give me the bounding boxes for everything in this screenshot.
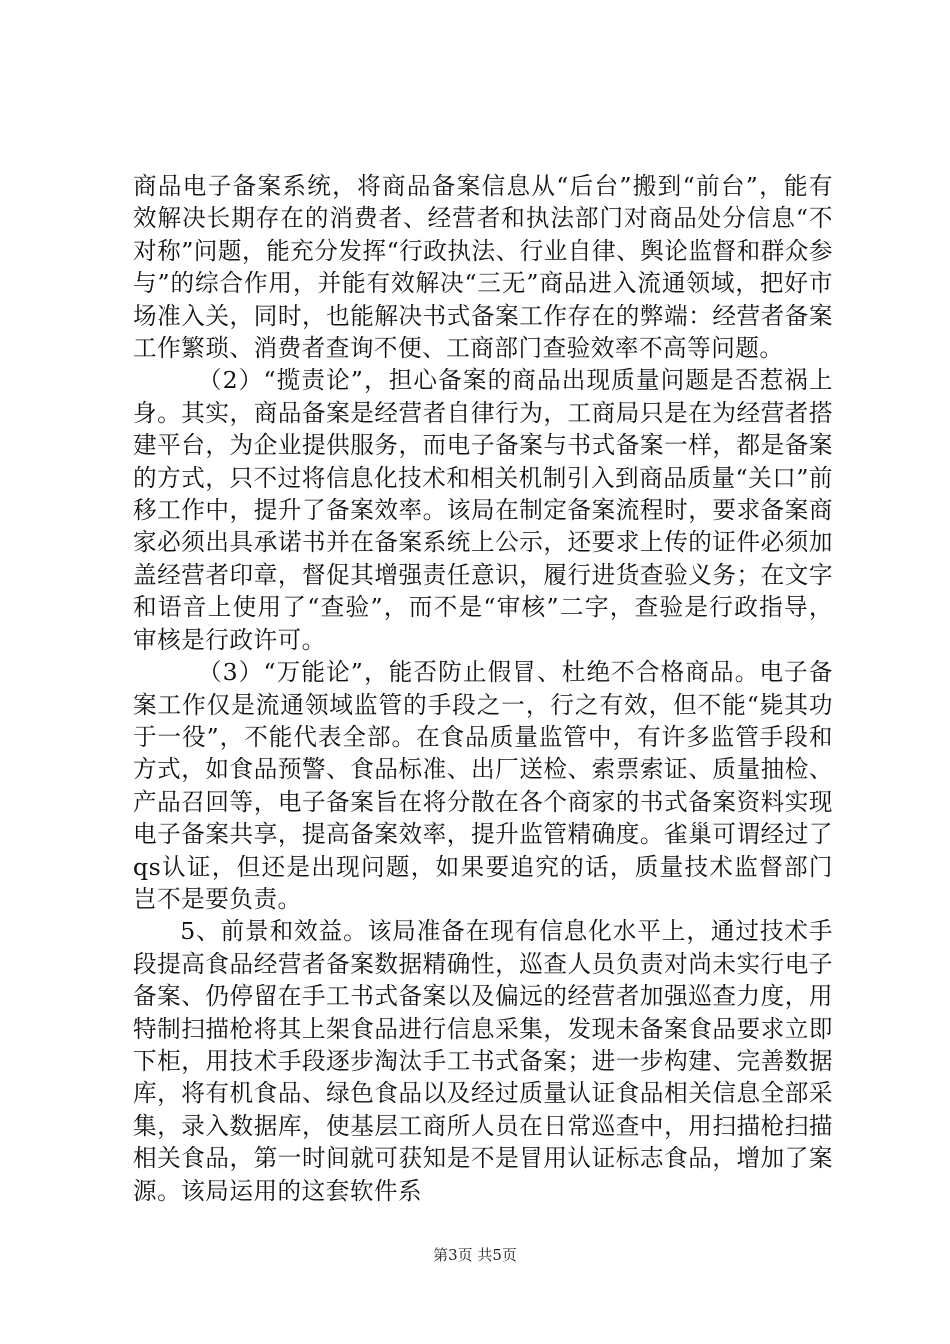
page-number: 第3页 共5页 — [433, 1246, 517, 1264]
paragraph-prospects-benefits: 5、前景和效益。该局准备在现有信息化水平上，通过技术手段提高食品经营者备案数据精确性，巡查人员负责对尚未实行电子备案、仍停留在手工书式备案以及偏远的经营者加强巡查力度，用特制扫描枪将其上架食品进行信息采集，发现未备案食品要求立即下柜，用技术手段逐步淘汰手工书式备案；进一步构建、完善数据库，将有机食品、绿色食品以及经过质量认证食品相关信息全部采集，录入数据库，使基层工商所人员在日常巡查中，用扫描枪扫描相关食品，第一时间就可获知是不是冒用认证标志食品，增加了案源。该局运用的这套软件系 — [133, 917, 833, 1205]
paragraph-system-benefits: 商品电子备案系统，将商品备案信息从“后台”搬到“前台”，能有效解决长期存在的消费者、经营者和执法部门对商品处分信息“不对称”问题，能充分发挥“行政执法、行业自律、舆论监督和群众参与”的综合作用，并能有效解决“三无”商品进入流通领域，把好市场准入关，同时，也能解决书式备案工作存在的弊端：经营者备案工作繁琐、消费者查询不便、工商部门查验效率不高等问题。 — [133, 172, 833, 363]
paragraph-universal-concern: （3）“万能论”，能否防止假冒、杜绝不合格商品。电子备案工作仅是流通领域监管的手段之一，行之有效，但不能“毙其功于一役”，不能代表全部。在食品质量监管中，有许多监管手段和方式，如食品预警、食品标准、出厂送检、索票索证、质量抽检、产品召回等，电子备案旨在将分散在各个商家的书式备案资料实现电子备案共享，提高备案效率，提升监管精确度。雀巢可谓经过了qs认证，但还是出现问题，如果要追究的话，质量技术监督部门岂不是要负责。 — [133, 658, 833, 913]
page-footer — [0, 1245, 950, 1265]
paragraph-responsibility-concern: （2）“揽责论”，担心备案的商品出现质量问题是否惹祸上身。其实，商品备案是经营者自律行为，工商局只是在为经营者搭建平台，为企业提供服务，而电子备案与书式备案一样，都是备案的方式，只不过将信息化技术和相关机制引入到商品质量“关口”前移工作中，提升了备案效率。该局在制定备案流程时，要求备案商家必须出具承诺书并在备案系统上公示，还要求上传的证件必须加盖经营者印章，督促其增强责任意识，履行进货查验义务；在文字和语音上使用了“查验”，而不是“审核”二字，查验是行政指导，审核是行政许可。 — [133, 366, 833, 654]
document-body — [133, 170, 833, 1207]
